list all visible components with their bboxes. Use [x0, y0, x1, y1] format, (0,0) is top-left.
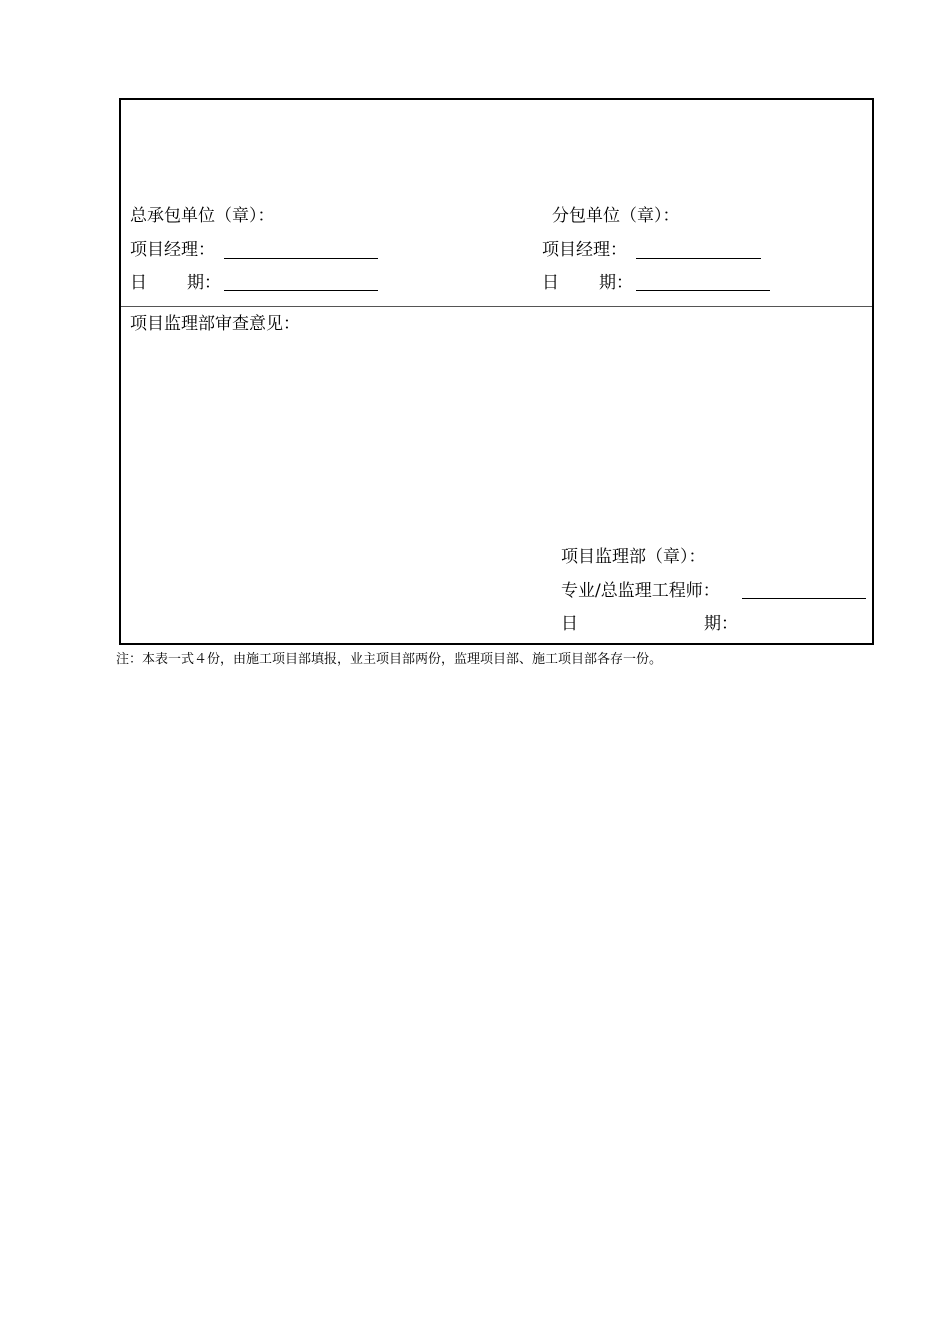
supervising-engineer-label: 专业/总监理工程师：: [561, 581, 720, 601]
left-date-char1: 日: [130, 273, 147, 293]
supervising-engineer-signature-line[interactable]: [742, 598, 866, 599]
review-date-char2: 期：: [704, 614, 738, 634]
review-date-char1: 日: [561, 614, 578, 634]
right-date-char2: 期：: [599, 273, 633, 293]
left-project-manager-label: 项目经理：: [130, 240, 215, 260]
right-date-line[interactable]: [636, 290, 770, 291]
review-opinion-area[interactable]: [130, 340, 860, 530]
general-contractor-label: 总承包单位（章）：: [130, 206, 275, 226]
left-project-manager-signature-line[interactable]: [224, 258, 378, 259]
review-opinion-label: 项目监理部审查意见：: [130, 314, 300, 334]
approval-form-table: [119, 98, 874, 645]
subcontractor-label: 分包单位（章）：: [552, 206, 680, 226]
left-date-line[interactable]: [224, 290, 378, 291]
supervision-dept-stamp-label: 项目监理部（章）：: [561, 547, 706, 567]
right-project-manager-signature-line[interactable]: [636, 258, 761, 259]
right-project-manager-label: 项目经理：: [542, 240, 627, 260]
form-footnote: 注：本表一式４份，由施工项目部填报，业主项目部两份，监理项目部、施工项目部各存一份。: [116, 652, 663, 667]
section-divider: [121, 306, 872, 307]
right-date-char1: 日: [542, 273, 559, 293]
left-date-char2: 期：: [187, 273, 221, 293]
